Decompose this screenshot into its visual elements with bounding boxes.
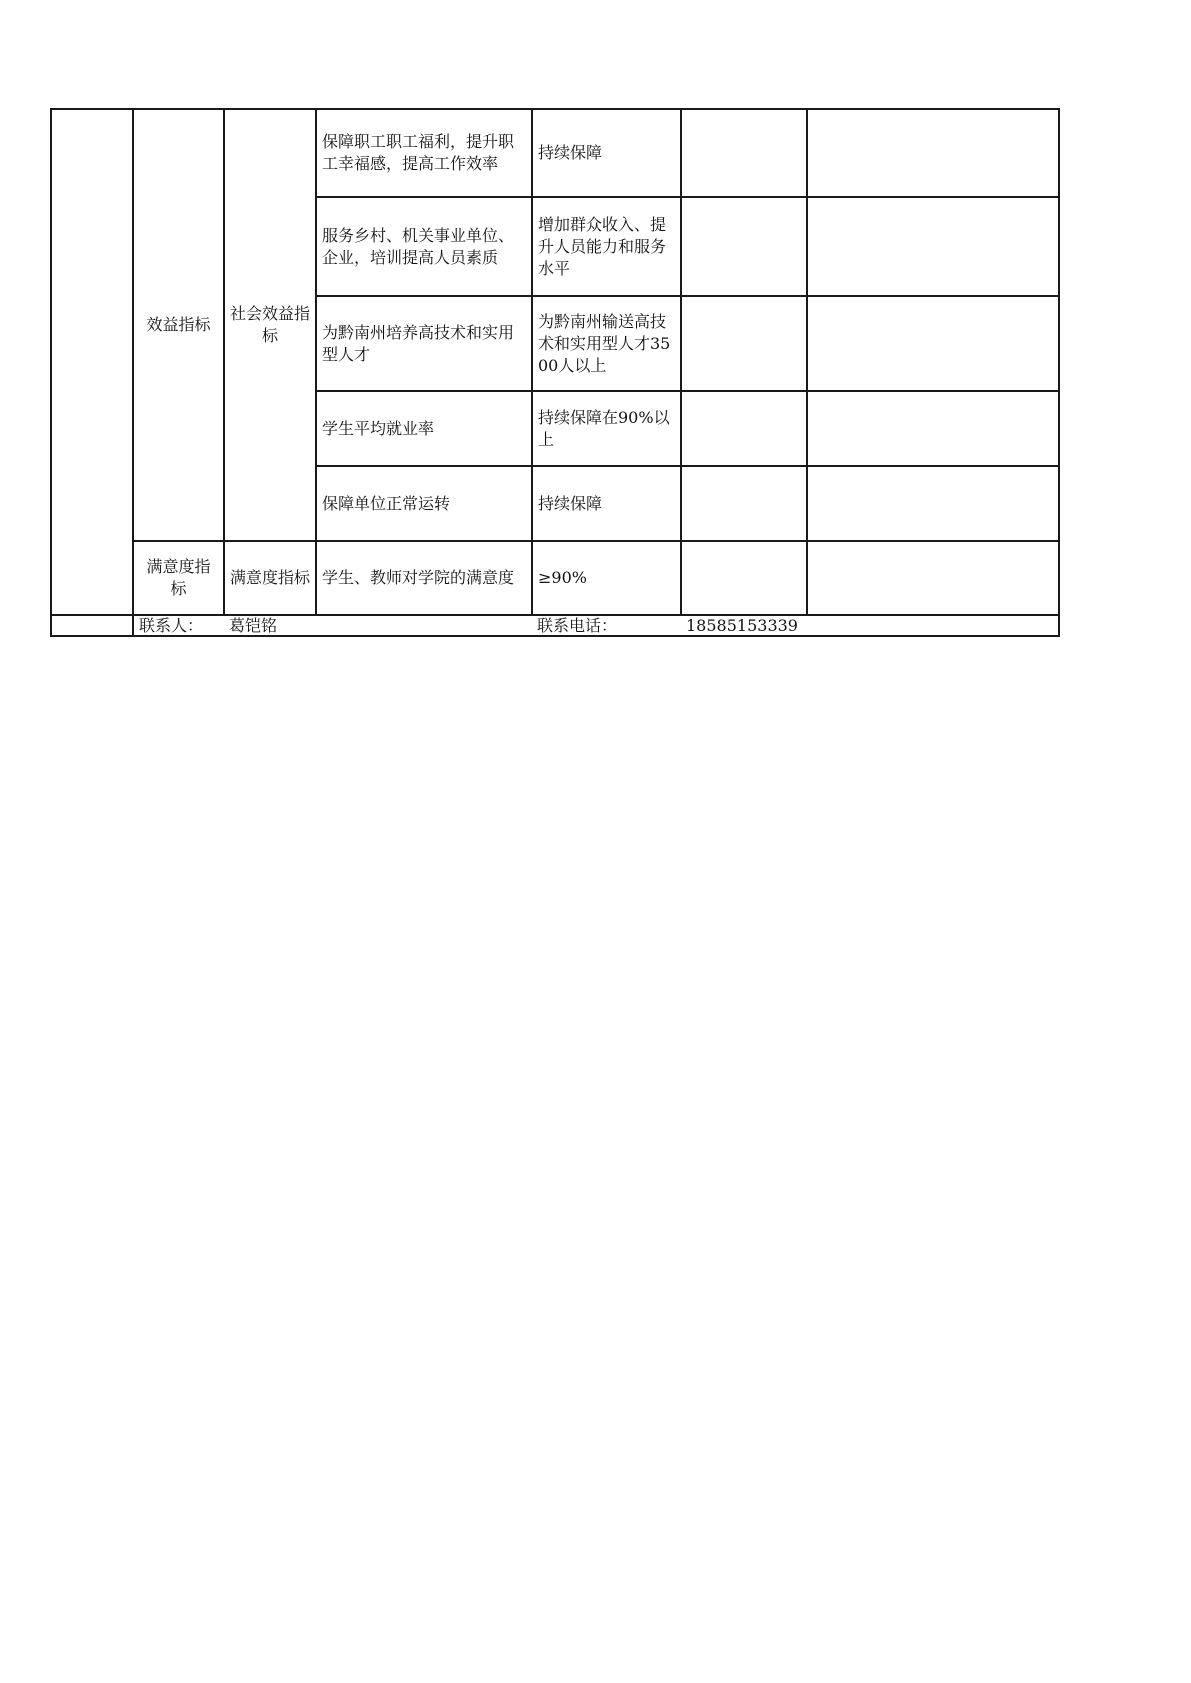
indicator-cell: 学生、教师对学院的满意度 — [316, 541, 532, 615]
target-cell: 持续保障 — [532, 466, 681, 541]
target-cell: ≥90% — [532, 541, 681, 615]
contact-phone-number: 18585153339 — [681, 615, 807, 636]
actual-cell — [681, 296, 807, 391]
contact-blank-cell — [51, 615, 133, 636]
contact-phone-label: 联系电话： — [532, 615, 681, 636]
contact-trailing-cell — [807, 615, 1059, 636]
target-cell: 持续保障在90%以上 — [532, 391, 681, 466]
level1-indicator-cell — [51, 109, 133, 615]
indicator-cell: 为黔南州培养高技术和实用型人才 — [316, 296, 532, 391]
note-cell — [807, 391, 1059, 466]
actual-cell — [681, 197, 807, 296]
note-cell — [807, 109, 1059, 197]
note-cell — [807, 197, 1059, 296]
satisfaction-subcategory-cell: 满意度指标 — [224, 541, 316, 615]
actual-cell — [681, 541, 807, 615]
indicator-cell: 学生平均就业率 — [316, 391, 532, 466]
note-cell — [807, 541, 1059, 615]
note-cell — [807, 466, 1059, 541]
contact-row — [51, 615, 1059, 636]
contact-person-name: 葛铠铭 — [224, 615, 532, 636]
table-row — [51, 541, 1059, 615]
indicator-cell: 保障单位正常运转 — [316, 466, 532, 541]
target-cell: 持续保障 — [532, 109, 681, 197]
actual-cell — [681, 391, 807, 466]
category-cell: 效益指标 — [133, 109, 224, 541]
target-cell: 增加群众收入、提升人员能力和服务水平 — [532, 197, 681, 296]
subcategory-cell: 社会效益指标 — [224, 109, 316, 541]
table-row — [51, 109, 1059, 197]
contact-person-label: 联系人： — [133, 615, 224, 636]
satisfaction-category-cell: 满意度指标 — [133, 541, 224, 615]
indicator-cell: 保障职工职工福利，提升职工幸福感，提高工作效率 — [316, 109, 532, 197]
target-cell: 为黔南州输送高技术和实用型人才3500人以上 — [532, 296, 681, 391]
actual-cell — [681, 109, 807, 197]
actual-cell — [681, 466, 807, 541]
indicator-cell: 服务乡村、机关事业单位、企业，培训提高人员素质 — [316, 197, 532, 296]
note-cell — [807, 296, 1059, 391]
performance-indicator-table — [50, 108, 1060, 637]
